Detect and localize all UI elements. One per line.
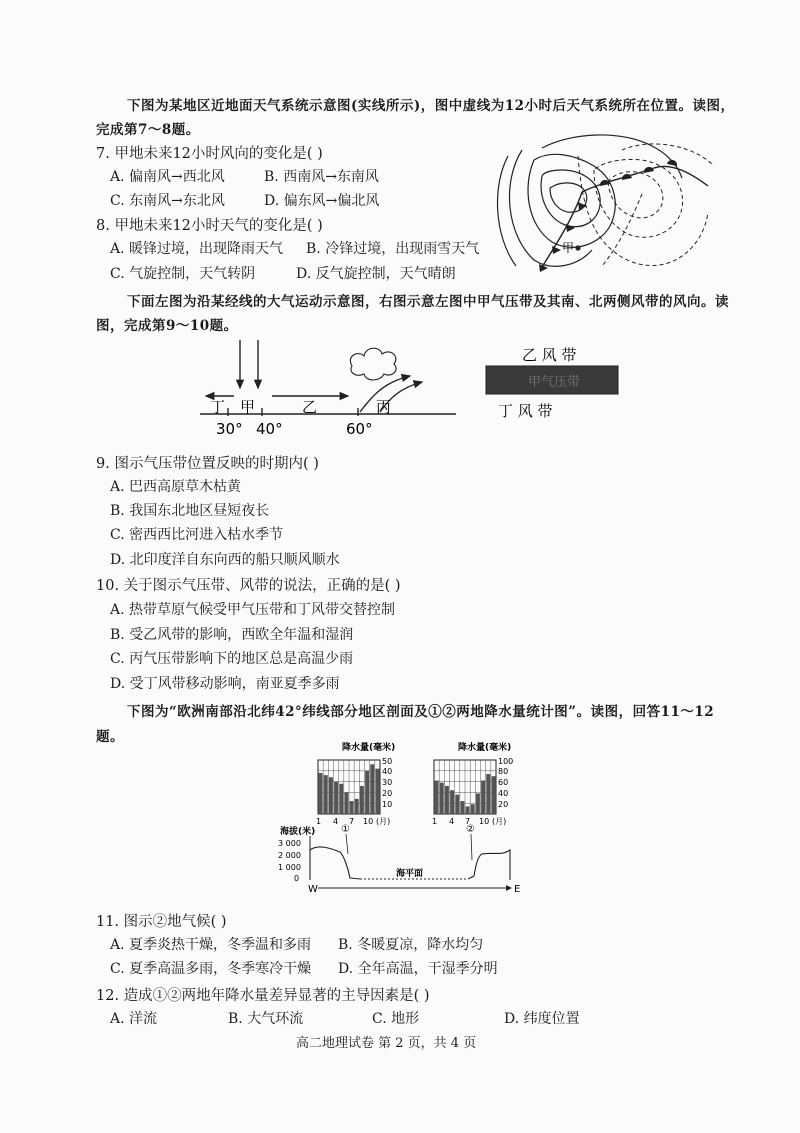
east-label: E [514,884,521,895]
belt-yi-label: 乙 风 带 [522,346,577,364]
future-isobar-line [608,172,663,218]
cold-front-symbol [566,224,575,232]
q9-option-b[interactable]: B. 我国东北地区昼短夜长 [110,503,270,519]
q12-option-c[interactable]: C. 地形 [372,1011,420,1027]
lat-60: 60° [346,420,373,438]
month-unit: (月) [376,817,391,826]
profile-figure [278,738,524,898]
month-10b: 10 [479,817,490,826]
q10-stem: 10. 关于图示气压带、风带的说法，正确的是( ) [96,578,401,594]
label-jia: 甲 [562,241,575,255]
precip-bar [476,793,480,814]
q10-option-b[interactable]: B. 受乙风带的影响，西欧全年温和湿润 [110,627,354,643]
q8-option-c[interactable]: C. 气旋控制，天气转阴 [110,266,256,282]
precip-bar [344,792,348,814]
precip-bar [460,801,464,814]
intro-11-12-line1: 下图为“欧洲南部沿北纬42°纬线部分地区剖面及①②两地降水量统计图”。读图，回答11～12 [127,704,715,720]
q10-option-d[interactable]: D. 受丁风带移动影响，南亚夏季多雨 [110,676,340,692]
precip-bar [466,806,470,814]
month-unit-b: (月) [492,817,507,826]
label-bing: 丙 [376,398,392,416]
isobar-line [528,154,615,247]
month-10: 10 [363,817,374,826]
belt-ding-label: 丁 风 带 [498,402,553,420]
q8-stem: 8. 甲地未来12小时天气的变化是( ) [96,218,323,234]
axis-arrowhead [506,885,512,891]
warm-front-symbol [667,160,677,166]
tick-right-20: 20 [498,800,509,809]
precip-bar [455,795,459,814]
q11-option-d[interactable]: D. 全年高温，干湿季分明 [338,961,498,977]
precip-bar [339,784,343,814]
precip-bar [370,764,374,814]
q12-option-a[interactable]: A. 洋流 [110,1011,158,1027]
precip-bar [440,783,444,814]
precip-bar [360,786,364,814]
label-ding: 丁 [210,398,226,416]
tick-right-40: 40 [498,789,509,798]
belt-jia-label: 甲气压带 [528,375,581,390]
precip-bar [481,781,485,814]
precip-label-1: 降水量(毫米) [342,743,396,753]
site-2-pointer [471,834,472,860]
location-jia-dot [575,245,580,250]
q11-option-b[interactable]: B. 冬暖夏凉，降水均匀 [338,937,484,953]
terrain-east [468,850,510,880]
circulation-figure [200,336,458,440]
site-1-label: ① [341,824,350,835]
precip-bar [355,799,359,814]
intro-7-8-line1: 下图为某地区近地面天气系统示意图(实线所示)，图中虚线为12小时后天气系统所在位置。读图， [127,98,735,114]
precip-bar [324,775,328,814]
lat-30: 30° [216,420,243,438]
label-yi: 乙 [302,398,318,416]
tick-left-40: 40 [382,767,393,776]
precip-bar [350,801,354,814]
tick-right-100: 100 [498,757,514,766]
intro-7-8-line2: 完成第7～8题。 [96,122,200,138]
precip-bar [491,776,495,814]
precip-bar [486,774,490,814]
intro-9-10-line2: 图，完成第9～10题。 [96,318,238,334]
intro-9-10-line1: 下面左图为沿某经线的大气运动示意图，右图示意左图中甲气压带及其南、北两侧风带的风向。读 [127,294,729,310]
precip-bar [435,781,439,814]
q9-option-d[interactable]: D. 北印度洋自东向西的船只顺风顺水 [110,552,340,568]
future-isobar-line [594,159,683,237]
month-1: 1 [316,817,322,826]
precip-bar [471,804,475,814]
q7-option-a[interactable]: A. 偏南风→西北风 [110,169,225,185]
precip-bar [445,786,449,814]
tick-left-50: 50 [382,757,393,766]
month-4: 4 [333,817,339,826]
q7-stem: 7. 甲地未来12小时风向的变化是( ) [96,146,323,162]
lat-40: 40° [256,420,283,438]
elevation-label: 海拔(米) [280,827,316,837]
q12-option-d[interactable]: D. 纬度位置 [504,1011,580,1027]
q12-option-b[interactable]: B. 大气环流 [228,1011,304,1027]
intro-11-12-line2: 题。 [96,729,124,745]
month-4b: 4 [449,817,455,826]
q10-option-a[interactable]: A. 热带草原气候受甲气压带和丁风带交替控制 [110,602,396,618]
tick-left-30: 30 [382,778,393,787]
month-7b: 7 [465,817,471,826]
cloud-icon [350,348,396,380]
precip-bar [329,777,333,814]
q12-stem: 12. 造成①②两地年降水量差异显著的主导因素是( ) [96,988,430,1004]
tick-right-60: 60 [498,778,509,787]
label-jia: 甲 [240,398,256,416]
cold-front-line [540,192,582,270]
precip-bar [375,769,379,814]
q9-option-c[interactable]: C. 密西西比河进入枯水季节 [110,527,284,543]
precip-label-2: 降水量(毫米) [458,743,512,753]
belts-figure [478,340,628,424]
precip-bar [319,773,323,814]
q8-option-d[interactable]: D. 反气旋控制，天气晴朗 [296,266,456,282]
terrain-west [310,847,360,880]
q9-option-a[interactable]: A. 巴西高原草木枯黄 [110,479,242,495]
q10-option-c[interactable]: C. 丙气压带影响下的地区总是高温少雨 [110,651,354,667]
elev-2000: 2 000 [278,851,301,860]
precip-bar [365,771,369,814]
month-1b: 1 [432,817,438,826]
page-footer: 高二地理试卷 第 2 页，共 4 页 [296,1036,477,1051]
tick-right-80: 80 [498,767,509,776]
q8-option-a[interactable]: A. 暖锋过境，出现降雨天气 [110,241,284,257]
future-isobar-line [578,156,708,266]
q7-option-d[interactable]: D. 偏东风→偏北风 [264,193,380,209]
q9-stem: 9. 图示气压带位置反映的时期内( ) [96,456,319,472]
precip-bar [334,782,338,814]
isobar-line [498,156,516,266]
elev-0: 0 [294,874,300,883]
weather-system-figure [482,126,718,278]
sea-level-label: 海平面 [396,869,424,879]
cold-front-symbol [552,246,561,254]
elev-1000: 1 000 [278,863,301,872]
q7-option-c[interactable]: C. 东南风→东北风 [110,193,225,209]
q11-option-a[interactable]: A. 夏季炎热干燥，冬季温和多雨 [110,937,312,953]
tick-left-10: 10 [382,800,393,809]
q11-stem: 11. 图示②地气候( ) [96,914,227,930]
q8-option-b[interactable]: B. 冷锋过境，出现雨雪天气 [306,241,480,257]
site-2-label: ② [466,824,475,835]
precip-bar [450,790,454,814]
month-7: 7 [349,817,355,826]
west-label: W [308,884,318,895]
site-1-pointer [346,834,348,854]
tick-left-20: 20 [382,789,393,798]
q7-option-b[interactable]: B. 西南风→东南风 [264,169,379,185]
isobar-line [542,135,682,178]
elev-3000: 3 000 [278,839,301,848]
q11-option-c[interactable]: C. 夏季高温多雨，冬季寒冷干燥 [110,961,312,977]
